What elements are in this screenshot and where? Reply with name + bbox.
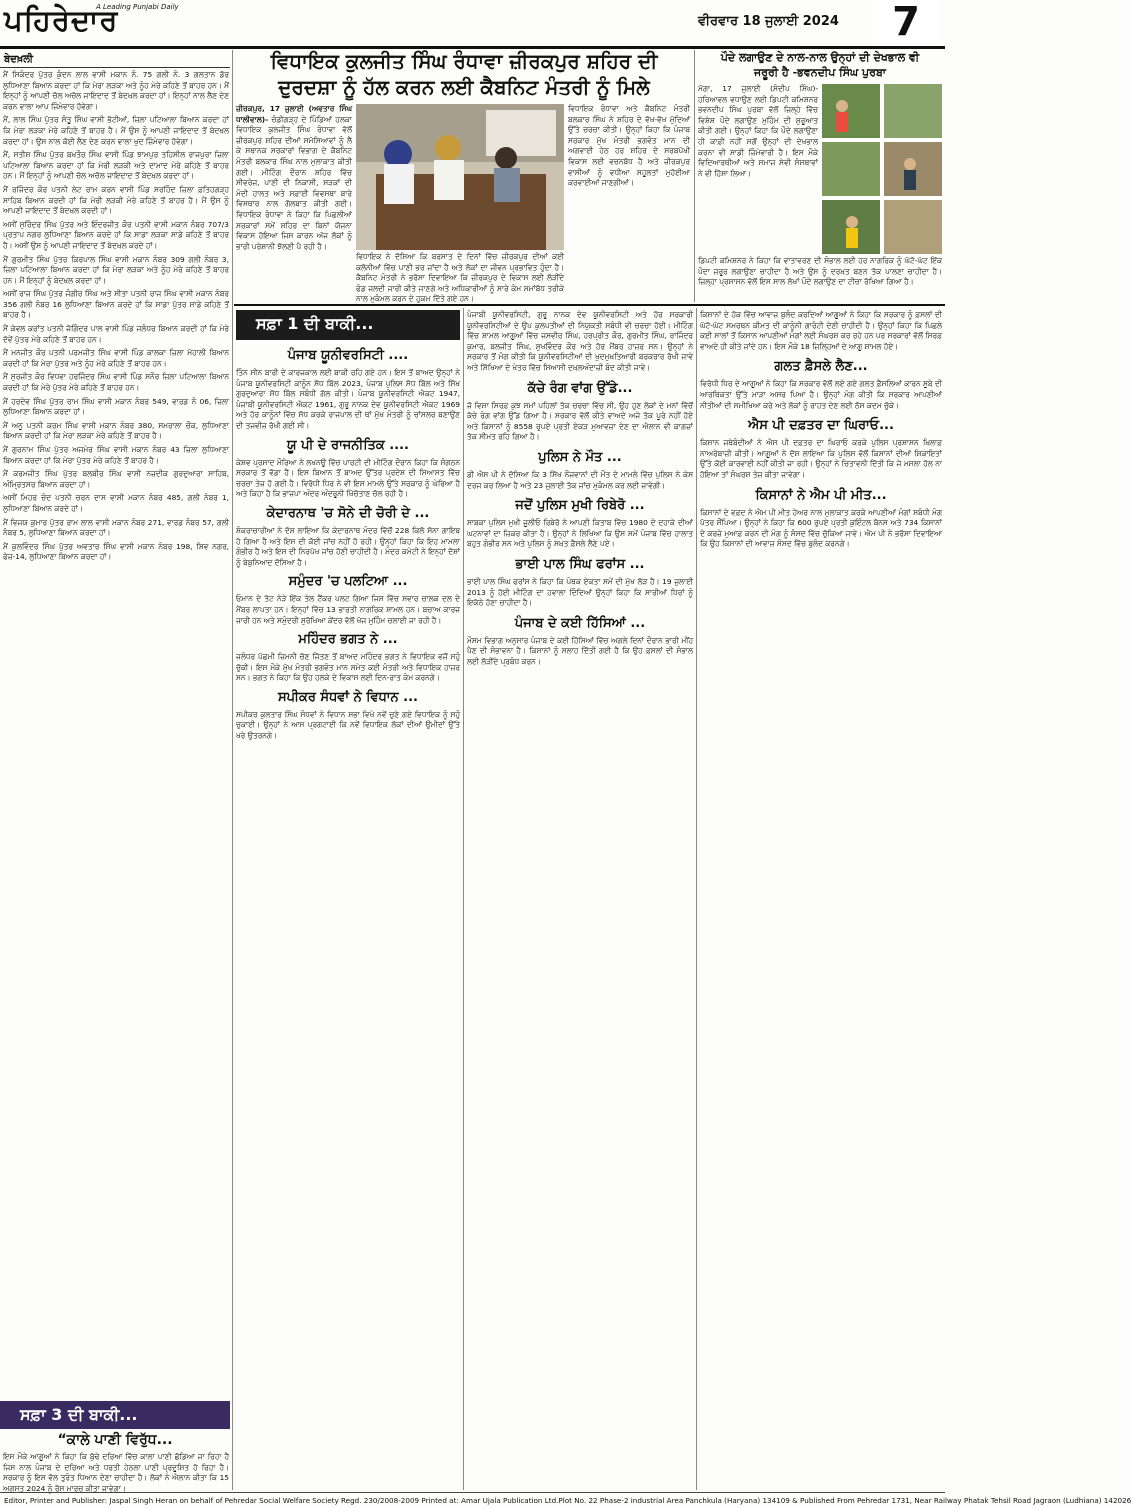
news-text: ਸਾਬਕਾ ਪੁਲਿਸ ਮੁਖੀ ਜੂਲੀਓ ਰਿਬੇਰੋ ਨੇ ਆਪਣੀ ਕਿਤਾਬ ਵਿੱਚ 1980 ਦੇ ਦਹਾਕੇ ਦੀਆਂ ਘਟਨਾਵਾਂ ਦਾ ਜ਼ਿਕਰ ਕੀਤਾ ਹੈ। ਉਨ੍ਹਾਂ ਨੇ ਲਿਖਿਆ ਕਿ ਉਸ ਸਮੇਂ ਪੰਜਾਬ ਵਿੱਚ ਹਾਲਾਤ ਬਹੁਤ ਗੰਭੀਰ ਸਨ ਅਤੇ ਪੁਲਿਸ ਨੂੰ ਸਖ਼ਤ ਫ਼ੈਸਲੇ ਲੈਣੇ ਪਏ। xyxy=(467,518,693,549)
continued-heading-kale-pani: “ਕਾਲੇ ਪਾਣੀ ਵਿਰੁੱਧ... xyxy=(57,1432,173,1448)
eviction-notices-list xyxy=(3,70,229,1398)
news-text: ਜੋ ਵਿਸ਼ਾ ਸਿਰਫ਼ ਕੁਝ ਸਮਾਂ ਪਹਿਲਾਂ ਤੱਕ ਚਰਚਾ ਵਿੱਚ ਸੀ, ਉਹ ਹੁਣ ਲੋਕਾਂ ਦੇ ਮਨਾਂ ਵਿੱਚੋਂ ਕੱਚੇ ਰੰਗ ਵਾਂਗ ਉੱਡ ਗਿਆ ਹੈ। ਸਰਕਾਰ ਵੱਲੋਂ ਕੀਤੇ ਵਾਅਦੇ ਅਜੇ ਤੱਕ ਪੂਰੇ ਨਹੀਂ ਹੋਏ ਅਤੇ ਕਿਸਾਨਾਂ ਨੂੰ 8558 ਰੁਪਏ ਪ੍ਰਤੀ ਏਕੜ ਮੁਆਵਜ਼ਾ ਦੇਣ ਦਾ ਐਲਾਨ ਵੀ ਕਾਗਜ਼ਾਂ ਤੱਕ ਸੀਮਤ ਰਹਿ ਗਿਆ ਹੈ। xyxy=(467,400,693,442)
lead-headline: ਵਿਧਾਇਕ ਕੁਲਜੀਤ ਸਿੰਘ ਰੰਧਾਵਾ ਜ਼ੀਰਕਪੁਰ ਸ਼ਹਿਰ ਦੀ ਦੁਰਦਸ਼ਾ ਨੂੰ ਹੱਲ ਕਰਨ ਲਈ ਕੈਬਨਿਟ ਮੰਤਰੀ ਨੂੰ ਮਿਲੇ xyxy=(270,49,658,99)
eviction-notice: ਮੈਂ ਵਿਜਯ ਕੁਮਾਰ ਪੁੱਤਰ ਰਾਮ ਲਾਲ ਵਾਸੀ ਮਕਾਨ ਨੰਬਰ 271, ਵਾਰਡ ਨੰਬਰ 57, ਗਲੀ ਨੰਬਰ 5, ਲੁਧਿਆਣਾ ਬਿਆਨ ਕਰਦਾ ਹਾਂ। xyxy=(3,517,229,538)
column-divider xyxy=(232,50,233,1490)
news-text: ਡੀ ਐਸ ਪੀ ਨੇ ਦੱਸਿਆ ਕਿ 3 ਸਿੱਖ ਨੌਜਵਾਨਾਂ ਦੀ ਮੌਤ ਦੇ ਮਾਮਲੇ ਵਿੱਚ ਪੁਲਿਸ ਨੇ ਕੇਸ ਦਰਜ ਕਰ ਲਿਆ ਹੈ ਅਤੇ 23 ਜੁਲਾਈ ਤੱਕ ਜਾਂਚ ਮੁਕੰਮਲ ਕਰ ਲਈ ਜਾਵੇਗੀ। xyxy=(467,469,693,490)
eviction-notice: ਅਸੀਂ ਸੁਰਿੰਦਰ ਸਿੰਘ ਪੁੱਤਰ ਅਤੇ ਇੰਦਰਜੀਤ ਕੌਰ ਪਤਨੀ ਵਾਸੀ ਮਕਾਨ ਨੰਬਰ 707/3 ਪ੍ਰਤਾਪ ਨਗਰ ਲੁਧਿਆਣਾ ਬਿਆਨ ਕਰਦੇ ਹਾਂ ਕਿ ਸਾਡਾ ਲੜਕਾ ਸਾਡੇ ਕਹਿਣੇ ਤੋਂ ਬਾਹਰ ਹੈ। ਅਸੀਂ ਉਸ ਨੂੰ ਆਪਣੀ ਜਾਇਦਾਦ ਤੋਂ ਬੇਦਖ਼ਲ ਕਰਦੇ ਹਾਂ। xyxy=(3,219,229,250)
eviction-notice: ਮੈਂ ਰਜਿੰਦਰ ਕੌਰ ਪਤਨੀ ਲੇਟ ਰਾਮ ਕਰਨ ਵਾਸੀ ਪਿੰਡ ਸਰਹਿੰਦ ਜ਼ਿਲਾ ਫ਼ਤਿਹਗੜ੍ਹ ਸਾਹਿਬ ਬਿਆਨ ਕਰਦੀ ਹਾਂ ਕਿ ਮੇਰੀ ਲੜਕੀ ਮੇਰੇ ਕਹਿਣੇ ਤੋਂ ਬਾਹਰ ਹੈ। ਮੈਂ ਉਸ ਨੂੰ ਆਪਣੀ ਜਾਇਦਾਦ ਤੋਂ ਬੇਦਖ਼ਲ ਕਰਦੀ ਹਾਂ। xyxy=(3,184,229,216)
page1-continued-banner: ਸਫ਼ਾ 1 ਦੀ ਬਾਕੀ... xyxy=(236,310,460,340)
news-heading: ਗਲਤ ਫ਼ੈਸਲੇ ਲੈਣ... xyxy=(774,359,868,375)
continuation-heading: ਸਮੁੰਦਰ 'ਚ ਪਲਟਿਆ ... xyxy=(288,574,408,590)
news-heading: ਭਾਈ ਪਾਲ ਸਿੰਘ ਫਰਾਂਸ ... xyxy=(515,556,645,572)
eviction-notice: ਅਸੀਂ ਰਾਜ ਸਿੰਘ ਪੁੱਤਰ ਜੰਗੀਰ ਸਿੰਘ ਅਤੇ ਸੀਤਾ ਪਤਨੀ ਰਾਜ ਸਿੰਘ ਵਾਸੀ ਮਕਾਨ ਨੰਬਰ 356 ਗਲੀ ਨੰਬਰ 16 ਲੁਧਿਆਣਾ ਬਿਆਨ ਕਰਦੇ ਹਾਂ ਕਿ ਸਾਡਾ ਪੁੱਤਰ ਸਾਡੇ ਕਹਿਣੇ ਤੋਂ ਬਾਹਰ ਹੈ। xyxy=(3,289,229,320)
section-rule xyxy=(234,304,945,306)
news-heading: ਪੰਜਾਬ ਦੇ ਕਈ ਹਿੱਸਿਆਂ ... xyxy=(514,615,646,631)
eviction-notice: ਮੈਂ ਕੁਲਵਿੰਦਰ ਸਿੰਘ ਪੁੱਤਰ ਅਵਤਾਰ ਸਿੰਘ ਵਾਸੀ ਮਕਾਨ ਨੰਬਰ 198, ਸ਼ਿਵ ਨਗਰ, ਫੇਜ਼-14, ਲੁਧਿਆਣਾ ਬਿਆਨ ਕਰਦਾ ਹਾਂ। xyxy=(3,541,229,562)
eviction-notice: ਮੈਂ, ਸਤੀਸ਼ ਸਿੰਘ ਪੁੱਤਰ ਬਖਤੌਰ ਸਿੰਘ ਵਾਸੀ ਪਿੰਡ ਝਾਮਪੁਰ ਤਹਿਸੀਲ ਰਾਜਪੁਰਾ ਜ਼ਿਲਾ ਪਟਿਆਲਾ ਬਿਆਨ ਕਰਦਾ ਹਾਂ ਕਿ ਮੇਰੀ ਲੜਕੀ ਅਤੇ ਦਾਮਾਦ ਮੇਰੇ ਕਹਿਣੇ ਤੋਂ ਬਾਹਰ ਹਨ। ਮੈਂ ਇਨ੍ਹਾਂ ਨੂੰ ਆਪਣੀ ਚੱਲ ਅਚੱਲ ਜਾਇਦਾਦ ਤੋਂ ਬੇਦਖ਼ਲ ਕਰਦਾ ਹਾਂ। xyxy=(3,150,229,181)
section-title-bedakhli: ਬੇਦਖ਼ਲੀ xyxy=(0,54,230,68)
news-text: ਮੌਸਮ ਵਿਭਾਗ ਅਨੁਸਾਰ ਪੰਜਾਬ ਦੇ ਕਈ ਹਿੱਸਿਆਂ ਵਿੱਚ ਅਗਲੇ ਦਿਨਾਂ ਦੌਰਾਨ ਭਾਰੀ ਮੀਂਹ ਪੈਣ ਦੀ ਸੰਭਾਵਨਾ ਹੈ। ਕਿਸਾਨਾਂ ਨੂੰ ਸਲਾਹ ਦਿੱਤੀ ਗਈ ਹੈ ਕਿ ਉਹ ਫ਼ਸਲਾਂ ਦੀ ਸੰਭਾਲ ਲਈ ਲੋੜੀਂਦੇ ਪ੍ਰਬੰਧ ਕਰਨ। xyxy=(467,635,693,666)
news-text: ਕਿਸਾਨ ਜਥੇਬੰਦੀਆਂ ਨੇ ਐਸ ਪੀ ਦਫ਼ਤਰ ਦਾ ਘਿਰਾਓ ਕਰਕੇ ਪੁਲਿਸ ਪ੍ਰਸ਼ਾਸਨ ਖ਼ਿਲਾਫ਼ ਨਾਅਰੇਬਾਜ਼ੀ ਕੀਤੀ। ਆਗੂਆਂ ਨੇ ਦੋਸ਼ ਲਾਇਆ ਕਿ ਪੁਲਿਸ ਵੱਲੋਂ ਕਿਸਾਨਾਂ ਦੀਆਂ ਸ਼ਿਕਾਇਤਾਂ ਉੱਤੇ ਕੋਈ ਕਾਰਵਾਈ ਨਹੀਂ ਕੀਤੀ ਜਾ ਰਹੀ। ਉਨ੍ਹਾਂ ਨੇ ਚਿਤਾਵਨੀ ਦਿੱਤੀ ਕਿ ਜੇ ਮਸਲਾ ਹੱਲ ਨਾ ਹੋਇਆ ਤਾਂ ਸੰਘਰਸ਼ ਤੇਜ਼ ਕੀਤਾ ਜਾਵੇਗਾ। xyxy=(700,438,942,479)
page-number: 7 xyxy=(873,0,939,44)
lead-story-body-right: ਵਿਧਾਇਕ ਰੰਧਾਵਾ ਅਤੇ ਕੈਬਨਿਟ ਮੰਤਰੀ ਬਲਕਾਰ ਸਿੰਘ ਨੇ ਸ਼ਹਿਰ ਦੇ ਵੱਖ-ਵੱਖ ਮੁੱਦਿਆਂ ਉੱਤੇ ਚਰਚਾ ਕੀਤੀ। ਉਨ੍ਹਾਂ ਕਿਹਾ ਕਿ ਪੰਜਾਬ ਸਰਕਾਰ ਮੁੱਖ ਮੰਤਰੀ ਭਗਵੰਤ ਮਾਨ ਦੀ ਅਗਵਾਈ ਹੇਠ ਹਰ ਸ਼ਹਿਰ ਦੇ ਸਰਬਪੱਖੀ ਵਿਕਾਸ ਲਈ ਵਚਨਬੱਧ ਹੈ ਅਤੇ ਜ਼ੀਰਕਪੁਰ ਵਾਸੀਆਂ ਨੂੰ ਵਧੀਆ ਸਹੂਲਤਾਂ ਮੁਹੱਈਆ ਕਰਵਾਈਆਂ ਜਾਣਗੀਆਂ। xyxy=(568,104,690,188)
continuation-text: ਸਪੀਕਰ ਕੁਲਤਾਰ ਸਿੰਘ ਸੰਧਵਾਂ ਨੇ ਵਿਧਾਨ ਸਭਾ ਵਿਖੇ ਨਵੇਂ ਚੁਣੇ ਗਏ ਵਿਧਾਇਕ ਨੂੰ ਸਹੁੰ ਚੁਕਾਈ। ਉਨ੍ਹਾਂ ਨੇ ਆਸ ਪ੍ਰਗਟਾਈ ਕਿ ਨਵੇਂ ਵਿਧਾਇਕ ਲੋਕਾਂ ਦੀਆਂ ਉਮੀਦਾਂ ਉੱਤੇ ਖਰੇ ਉਤਰਨਗੇ। xyxy=(236,709,460,741)
continuation-heading: ਪੰਜਾਬ ਯੂਨੀਵਰਸਿਟੀ .... xyxy=(287,348,409,363)
masthead xyxy=(0,0,945,46)
lead-story-body-left: ਜ਼ੀਰਕਪੁਰ, 17 ਜੁਲਾਈ (ਅਵਤਾਰ ਸਿੰਘ ਧਾਲੀਵਾਲ)- ਚੰਡੀਗੜ੍ਹ ਦੇ ਪਿੰਡਿਆਂ ਹਲਕਾ ਵਿਧਾਇਕ ਕੁਲਜੀਤ ਸਿੰਘ ਰੰਧਾਵਾ ਵੱਲੋਂ ਜ਼ੀਰਕਪੁਰ ਸ਼ਹਿਰ ਦੀਆਂ ਸਮੱਸਿਆਵਾਂ ਨੂੰ ਲੈ ਕੇ ਸਥਾਨਕ ਸਰਕਾਰਾਂ ਵਿਭਾਗ ਦੇ ਕੈਬਨਿਟ ਮੰਤਰੀ ਬਲਕਾਰ ਸਿੰਘ ਨਾਲ ਮੁਲਾਕਾਤ ਕੀਤੀ ਗਈ। ਮੀਟਿੰਗ ਦੌਰਾਨ ਸ਼ਹਿਰ ਵਿੱਚ ਸੀਵਰੇਜ, ਪਾਣੀ ਦੀ ਨਿਕਾਸੀ, ਸੜਕਾਂ ਦੀ ਮੰਦੀ ਹਾਲਤ ਅਤੇ ਸਫ਼ਾਈ ਵਿਵਸਥਾ ਬਾਰੇ ਵਿਸਥਾਰ ਨਾਲ ਗੱਲਬਾਤ ਕੀਤੀ ਗਈ। ਵਿਧਾਇਕ ਰੰਧਾਵਾ ਨੇ ਕਿਹਾ ਕਿ ਪਿਛਲੀਆਂ ਸਰਕਾਰਾਂ ਸਮੇਂ ਸ਼ਹਿਰ ਦਾ ਬਿਨਾਂ ਯੋਜਨਾ ਵਿਕਾਸ ਹੋਇਆ ਜਿਸ ਕਾਰਨ ਅੱਜ ਲੋਕਾਂ ਨੂੰ ਭਾਰੀ ਪਰੇਸ਼ਾਨੀ ਝੱਲਣੀ ਪੈ ਰਹੀ ਹੈ। xyxy=(236,104,352,251)
eviction-notice: ਮੈਂ ਸਿਕੰਦਰ ਪੁੱਤਰ ਕੁੰਦਨ ਲਾਲ ਵਾਸੀ ਮਕਾਨ ਨੰ. 75 ਗਲੀ ਨੰ. 3 ਗਲਤਾਨ ਡੋਰ ਲੁਧਿਆਣਾ ਬਿਆਨ ਕਰਦਾ ਹਾਂ ਕਿ ਮੇਰਾ ਲੜਕਾ ਅਤੇ ਨੂੰਹ ਮੇਰੇ ਕਹਿਣੇ ਤੋਂ ਬਾਹਰ ਹਨ। ਮੈਂ ਇਨ੍ਹਾਂ ਨੂੰ ਆਪਣੀ ਚੱਲ ਅਚੱਲ ਜਾਇਦਾਦ ਤੋਂ ਬੇਦਖ਼ਲ ਕਰਦਾ ਹਾਂ। ਇਨ੍ਹਾਂ ਨਾਲ ਲੈਣ ਦੇਣ ਕਰਨ ਵਾਲਾ ਆਪ ਜ਼ਿੰਮੇਵਾਰ ਹੋਵੇਗਾ। xyxy=(3,70,229,111)
column-divider xyxy=(463,308,464,1490)
column-divider xyxy=(694,50,695,302)
eviction-notice: ਅਸੀਂ ਮਿਹਰ ਚੰਦ ਪਤਨੀ ਚਰਨ ਦਾਸ ਵਾਸੀ ਮਕਾਨ ਨੰਬਰ 485, ਗਲੀ ਨੰਬਰ 1, ਲੁਧਿਆਣਾ ਬਿਆਨ ਕਰਦੇ ਹਾਂ। xyxy=(3,493,229,513)
continuation-text: ਓਮਾਨ ਦੇ ਤੱਟ ਨੇੜੇ ਇੱਕ ਤੇਲ ਟੈਂਕਰ ਪਲਟ ਗਿਆ ਜਿਸ ਵਿੱਚ ਸਵਾਰ ਚਾਲਕ ਦਲ ਦੇ ਮੈਂਬਰ ਲਾਪਤਾ ਹਨ। ਇਨ੍ਹਾਂ ਵਿੱਚ 13 ਭਾਰਤੀ ਨਾਗਰਿਕ ਸ਼ਾਮਲ ਹਨ। ਬਚਾਅ ਕਾਰਜ ਜਾਰੀ ਹਨ ਅਤੇ ਸਮੁੰਦਰੀ ਸੁਰੱਖਿਆ ਕੇਂਦਰ ਵੱਲੋਂ ਖੋਜ ਮੁਹਿੰਮ ਚਲਾਈ ਜਾ ਰਹੀ ਹੈ। xyxy=(236,594,460,625)
news-text: ਭਾਈ ਪਾਲ ਸਿੰਘ ਫਰਾਂਸ ਨੇ ਕਿਹਾ ਕਿ ਪੰਥਕ ਏਕਤਾ ਸਮੇਂ ਦੀ ਮੁੱਖ ਲੋੜ ਹੈ। 19 ਜੁਲਾਈ 2013 ਨੂੰ ਹੋਈ ਮੀਟਿੰਗ ਦਾ ਹਵਾਲਾ ਦਿੰਦਿਆਂ ਉਨ੍ਹਾਂ ਕਿਹਾ ਕਿ ਸਾਰੀਆਂ ਧਿਰਾਂ ਨੂੰ ਇਕੱਠੇ ਹੋਣਾ ਚਾਹੀਦਾ ਹੈ। xyxy=(467,576,693,608)
page1-continuation-column xyxy=(236,342,460,1488)
meeting-photo xyxy=(356,104,564,250)
eviction-notice: ਮੈਂ, ਲਾਲ ਸਿੰਘ ਪੁੱਤਰ ਸੰਤੂ ਸਿੰਘ ਵਾਸੀ ਭੱਟੀਆਂ, ਜ਼ਿਲਾ ਪਟਿਆਲਾ ਬਿਆਨ ਕਰਦਾ ਹਾਂ ਕਿ ਮੇਰਾ ਲੜਕਾ ਮੇਰੇ ਕਹਿਣੇ ਤੋਂ ਬਾਹਰ ਹੈ। ਮੈਂ ਉਸ ਨੂੰ ਆਪਣੀ ਜਾਇਦਾਦ ਤੋਂ ਬੇਦਖ਼ਲ ਕਰਦਾ ਹਾਂ। ਉਸ ਨਾਲ ਕੋਈ ਲੈਣ ਦੇਣ ਕਰਨ ਵਾਲਾ ਖੁਦ ਜ਼ਿੰਮੇਵਾਰ ਹੋਵੇਗਾ। xyxy=(3,115,229,146)
newspaper-logo: ਪਹਿਰੇਦਾਰ xyxy=(4,3,119,37)
imprint-footer: Editor, Printer and Publisher: Jaspal Singh Heran on behalf of Pehredar Social Welfare Society Regd. 230/2008-2009 Printed at: Amar Ujala Publication Ltd.Plot No. 22 Phase-2 industrial Area Panchkula (Haryana) 134109 & Published From Pehredar 1731, Near Railway Phatak Tehsil Road Jagraon (Ludhiana) 142026 xyxy=(0,1492,945,1507)
news-text: ਵਿਰੋਧੀ ਧਿਰ ਦੇ ਆਗੂਆਂ ਨੇ ਕਿਹਾ ਕਿ ਸਰਕਾਰ ਵੱਲੋਂ ਲਏ ਗਏ ਗਲਤ ਫ਼ੈਸਲਿਆਂ ਕਾਰਨ ਸੂਬੇ ਦੀ ਆਰਥਿਕਤਾ ਉੱਤੇ ਮਾੜਾ ਅਸਰ ਪਿਆ ਹੈ। ਉਨ੍ਹਾਂ ਮੰਗ ਕੀਤੀ ਕਿ ਸਰਕਾਰ ਆਪਣੀਆਂ ਨੀਤੀਆਂ ਦੀ ਸਮੀਖਿਆ ਕਰੇ ਅਤੇ ਲੋਕਾਂ ਨੂੰ ਰਾਹਤ ਦੇਣ ਲਈ ਠੋਸ ਕਦਮ ਚੁੱਕੇ। xyxy=(700,379,942,410)
tagline: A Leading Punjabi Daily xyxy=(96,3,179,11)
continuation-text: ਜਲੰਧਰ ਪੱਛਮੀ ਜ਼ਿਮਨੀ ਚੋਣ ਜਿੱਤਣ ਤੋਂ ਬਾਅਦ ਮਹਿੰਦਰ ਭਗਤ ਨੇ ਵਿਧਾਇਕ ਵਜੋਂ ਸਹੁੰ ਚੁੱਕੀ। ਇਸ ਮੌਕੇ ਮੁੱਖ ਮੰਤਰੀ ਭਗਵੰਤ ਮਾਨ ਸਮੇਤ ਕਈ ਮੰਤਰੀ ਅਤੇ ਵਿਧਾਇਕ ਹਾਜ਼ਰ ਸਨ। ਭਗਤ ਨੇ ਕਿਹਾ ਕਿ ਉਹ ਹਲਕੇ ਦੇ ਵਿਕਾਸ ਲਈ ਦਿਨ-ਰਾਤ ਕੰਮ ਕਰਨਗੇ। xyxy=(236,652,460,683)
news-heading: ਪੁਲਿਸ ਨੇ ਮੌਤ ... xyxy=(538,449,622,465)
continuation-heading: ਮਹਿੰਦਰ ਭਗਤ ਨੇ ... xyxy=(298,632,398,648)
tree-plantation-photos xyxy=(822,84,942,254)
eviction-notice: ਮੈਂ ਕੇਵਲ ਕਰਾਂਤ ਪਤਨੀ ਜੋਗਿੰਦਰ ਪਾਲ ਵਾਸੀ ਪਿੰਡ ਜਲੰਧਰ ਬਿਆਨ ਕਰਦੀ ਹਾਂ ਕਿ ਮੇਰੇ ਦੋਵੇਂ ਪੁੱਤਰ ਮੇਰੇ ਕਹਿਣੇ ਤੋਂ ਬਾਹਰ ਹਨ। xyxy=(3,324,229,344)
continuation-text: ਸ਼ੰਕਰਾਚਾਰੀਆ ਨੇ ਦੋਸ਼ ਲਾਇਆ ਕਿ ਕੇਦਾਰਨਾਥ ਮੰਦਰ ਵਿੱਚੋਂ 228 ਕਿਲੋ ਸੋਨਾ ਗਾਇਬ ਹੋ ਗਿਆ ਹੈ ਅਤੇ ਇਸ ਦੀ ਕੋਈ ਜਾਂਚ ਨਹੀਂ ਹੋ ਰਹੀ। ਉਨ੍ਹਾਂ ਕਿਹਾ ਕਿ ਇਹ ਮਾਮਲਾ ਗੰਭੀਰ ਹੈ ਅਤੇ ਇਸ ਦੀ ਨਿਰਪੱਖ ਜਾਂਚ ਹੋਣੀ ਚਾਹੀਦੀ ਹੈ। ਮੰਦਰ ਕਮੇਟੀ ਨੇ ਇਨ੍ਹਾਂ ਦੋਸ਼ਾਂ ਨੂੰ ਬੇਬੁਨਿਆਦ ਦੱਸਿਆ ਹੈ। xyxy=(236,525,460,567)
side-story-body: ਮੋਗਾ, 17 ਜੁਲਾਈ (ਸੰਦੀਪ ਸਿੰਘ)- ਹਰਿਆਵਲ ਵਧਾਉਣ ਲਈ ਡਿਪਟੀ ਕਮਿਸ਼ਨਰ ਭਵਨਦੀਪ ਸਿੰਘ ਪੁਰਬਾ ਵੱਲੋਂ ਜ਼ਿਲ੍ਹੇ ਵਿੱਚ ਵਿਸ਼ੇਸ਼ ਪੌਦੇ ਲਗਾਉਣ ਮੁਹਿੰਮ ਦੀ ਸ਼ੁਰੂਆਤ ਕੀਤੀ ਗਈ। ਉਨ੍ਹਾਂ ਕਿਹਾ ਕਿ ਪੌਦੇ ਲਗਾਉਣਾ ਹੀ ਕਾਫ਼ੀ ਨਹੀਂ ਸਗੋਂ ਉਨ੍ਹਾਂ ਦੀ ਦੇਖਭਾਲ ਕਰਨਾ ਵੀ ਸਾਡੀ ਜ਼ਿੰਮੇਵਾਰੀ ਹੈ। ਇਸ ਮੌਕੇ ਵਿਦਿਆਰਥੀਆਂ ਅਤੇ ਸਮਾਜ ਸੇਵੀ ਸੰਸਥਾਵਾਂ ਨੇ ਵੀ ਹਿੱਸਾ ਲਿਆ। xyxy=(698,84,818,178)
continuation-heading: ਯੂ ਪੀ ਦੇ ਰਾਜਨੀਤਿਕ .... xyxy=(287,437,409,453)
continuation-text: ਕੇਸ਼ਵ ਪ੍ਰਸਾਦ ਮੌਰਿਆ ਨੇ ਲਖਨਊ ਵਿੱਚ ਪਾਰਟੀ ਦੀ ਮੀਟਿੰਗ ਦੌਰਾਨ ਕਿਹਾ ਕਿ ਸੰਗਠਨ ਸਰਕਾਰ ਤੋਂ ਵੱਡਾ ਹੈ। ਇਸ ਬਿਆਨ ਤੋਂ ਬਾਅਦ ਉੱਤਰ ਪ੍ਰਦੇਸ਼ ਦੀ ਸਿਆਸਤ ਵਿੱਚ ਚਰਚਾ ਤੇਜ਼ ਹੋ ਗਈ ਹੈ। ਵਿਰੋਧੀ ਧਿਰ ਨੇ ਵੀ ਇਸ ਮਾਮਲੇ ਉੱਤੇ ਸਰਕਾਰ ਨੂੰ ਘੇਰਿਆ ਹੈ ਅਤੇ ਕਿਹਾ ਹੈ ਕਿ ਭਾਜਪਾ ਅੰਦਰ ਅੰਦਰੂਨੀ ਖਿੱਚੋਤਾਣ ਚੱਲ ਰਹੀ ਹੈ। xyxy=(236,457,460,499)
middle-intro-text: ਪੰਜਾਬੀ ਯੂਨੀਵਰਸਿਟੀ, ਗੁਰੂ ਨਾਨਕ ਦੇਵ ਯੂਨੀਵਰਸਿਟੀ ਅਤੇ ਹੋਰ ਸਰਕਾਰੀ ਯੂਨੀਵਰਸਿਟੀਆਂ ਦੇ ਉਪ ਕੁਲਪਤੀਆਂ ਦੀ ਨਿਯੁਕਤੀ ਸਬੰਧੀ ਵੀ ਚਰਚਾ ਹੋਈ। ਮੀਟਿੰਗ ਵਿੱਚ ਸ਼ਾਮਲ ਆਗੂਆਂ ਵਿੱਚ ਜਸਵੀਰ ਸਿੰਘ, ਹਰਪ੍ਰੀਤ ਕੌਰ, ਗੁਰਮੀਤ ਸਿੰਘ, ਰਾਜਿੰਦਰ ਕੁਮਾਰ, ਬਲਜੀਤ ਸਿੰਘ, ਸੁਖਵਿੰਦਰ ਕੌਰ ਅਤੇ ਹੋਰ ਮੈਂਬਰ ਹਾਜ਼ਰ ਸਨ। ਉਨ੍ਹਾਂ ਨੇ ਸਰਕਾਰ ਤੋਂ ਮੰਗ ਕੀਤੀ ਕਿ ਯੂਨੀਵਰਸਿਟੀਆਂ ਦੀ ਖੁਦਮੁਖ਼ਤਿਆਰੀ ਬਰਕਰਾਰ ਰੱਖੀ ਜਾਵੇ ਅਤੇ ਸਿੱਖਿਆ ਦੇ ਖੇਤਰ ਵਿੱਚ ਸਿਆਸੀ ਦਖ਼ਲਅੰਦਾਜ਼ੀ ਬੰਦ ਕੀਤੀ ਜਾਵੇ। xyxy=(467,310,693,372)
eviction-notice: ਮੈਂ ਮਨਜੀਤ ਕੌਰ ਪਤਨੀ ਪਰਮਜੀਤ ਸਿੰਘ ਵਾਸੀ ਪਿੰਡ ਕਾਲਕਾ ਜ਼ਿਲਾ ਮੋਹਾਲੀ ਬਿਆਨ ਕਰਦੀ ਹਾਂ ਕਿ ਮੇਰਾ ਪੁੱਤਰ ਅਤੇ ਨੂੰਹ ਮੇਰੇ ਕਹਿਣੇ ਤੋਂ ਬਾਹਰ ਹਨ। xyxy=(3,348,229,368)
middle-news-column xyxy=(467,310,693,1488)
continued-text-kale-pani: ਇਸ ਮੌਕੇ ਆਗੂਆਂ ਨੇ ਕਿਹਾ ਕਿ ਬੁੱਢੇ ਦਰਿਆ ਵਿੱਚ ਕਾਲਾ ਪਾਣੀ ਛੱਡਿਆ ਜਾ ਰਿਹਾ ਹੈ ਜਿਸ ਨਾਲ ਪੰਜਾਬ ਦੇ ਦਰਿਆ ਅਤੇ ਧਰਤੀ ਹੇਠਲਾ ਪਾਣੀ ਪ੍ਰਦੂਸ਼ਿਤ ਹੋ ਰਿਹਾ ਹੈ। ਸਰਕਾਰ ਨੂੰ ਇਸ ਵੱਲ ਤੁਰੰਤ ਧਿਆਨ ਦੇਣਾ ਚਾਹੀਦਾ ਹੈ। ਲੋਕਾਂ ਨੇ ਐਲਾਨ ਕੀਤਾ ਕਿ 15 ਅਗਸਤ 2024 ਨੂੰ ਰੋਸ ਮਾਰਚ ਕੀਤਾ ਜਾਵੇਗਾ। xyxy=(3,1452,229,1493)
eviction-notice: ਮੈਂ ਗੁਰਨਾਮ ਸਿੰਘ ਪੁੱਤਰ ਅਜਮੇਰ ਸਿੰਘ ਵਾਸੀ ਮਕਾਨ ਨੰਬਰ 43 ਜ਼ਿਲਾ ਲੁਧਿਆਣਾ ਬਿਆਨ ਕਰਦਾ ਹਾਂ ਕਿ ਮੇਰਾ ਪੁੱਤਰ ਮੇਰੇ ਕਹਿਣੇ ਤੋਂ ਬਾਹਰ ਹੈ। xyxy=(3,445,229,465)
eviction-notice: ਮੈਂ ਅਨੂ ਪਤਨੀ ਕਰਮ ਸਿੰਘ ਵਾਸੀ ਮਕਾਨ ਨੰਬਰ 380, ਸਮਰਾਲਾ ਚੌਕ, ਲੁਧਿਆਣਾ ਬਿਆਨ ਕਰਦੀ ਹਾਂ ਕਿ ਮੇਰਾ ਲੜਕਾ ਮੇਰੇ ਕਹਿਣੇ ਤੋਂ ਬਾਹਰ ਹੈ। xyxy=(3,420,229,441)
eviction-notice: ਮੈਂ ਗੁਰਮੀਤ ਸਿੰਘ ਪੁੱਤਰ ਕਿਰਪਾਲ ਸਿੰਘ ਵਾਸੀ ਮਕਾਨ ਨੰਬਰ 309 ਗਲੀ ਨੰਬਰ 3, ਜ਼ਿਲਾ ਪਟਿਆਲਾ ਬਿਆਨ ਕਰਦਾ ਹਾਂ ਕਿ ਮੇਰਾ ਲੜਕਾ ਅਤੇ ਨੂੰਹ ਮੇਰੇ ਕਹਿਣੇ ਤੋਂ ਬਾਹਰ ਹਨ। ਮੈਂ ਇਨ੍ਹਾਂ ਨੂੰ ਬੇਦਖ਼ਲ ਕਰਦਾ ਹਾਂ। xyxy=(3,254,229,285)
right-news-column xyxy=(700,310,942,1488)
column-divider xyxy=(696,308,697,1490)
news-heading: ਜਦੋਂ ਪੁਲਿਸ ਮੁਖੀ ਰਿਬੇਰੋ ... xyxy=(515,498,645,514)
news-heading: ਐਸ ਪੀ ਦਫ਼ਤਰ ਦਾ ਘਿਰਾਓ... xyxy=(748,418,894,434)
issue-date: ਵੀਰਵਾਰ 18 ਜੁਲਾਈ 2024 xyxy=(698,14,839,29)
continuation-heading: ਸਪੀਕਰ ਸੰਧਵਾਂ ਨੇ ਵਿਧਾਨ ... xyxy=(278,689,418,705)
eviction-notice: ਮੈਂ ਹਰਦੇਵ ਸਿੰਘ ਪੁੱਤਰ ਰਾਮ ਸਿੰਘ ਵਾਸੀ ਮਕਾਨ ਨੰਬਰ 549, ਵਾਰਡ ਨੰ 06, ਜ਼ਿਲਾ ਲੁਧਿਆਣਾ ਬਿਆਨ ਕਰਦਾ ਹਾਂ। xyxy=(3,396,229,417)
side-story-headline: ਪੌਦੇ ਲਗਾਉਣ ਦੇ ਨਾਲ-ਨਾਲ ਉਨ੍ਹਾਂ ਦੀ ਦੇਖਭਾਲ ਵੀ ਜਰੂਰੀ ਹੈ -ਭਵਨਦੀਪ ਸਿੰਘ ਪੁਰਬਾ xyxy=(720,51,920,79)
continuation-heading: ਕੇਦਾਰਨਾਥ 'ਚ ਸੋਨੇ ਦੀ ਚੋਰੀ ਦੇ ... xyxy=(266,505,430,521)
news-text: ਕਿਸਾਨਾਂ ਦੇ ਵਫ਼ਦ ਨੇ ਐਮ ਪੀ ਮੀਤ ਹੇਅਰ ਨਾਲ ਮੁਲਾਕਾਤ ਕਰਕੇ ਆਪਣੀਆਂ ਮੰਗਾਂ ਸਬੰਧੀ ਮੰਗ ਪੱਤਰ ਸੌਂਪਿਆ। ਉਨ੍ਹਾਂ ਨੇ ਕਿਹਾ ਕਿ 600 ਰੁਪਏ ਪ੍ਰਤੀ ਕੁਇੰਟਲ ਬੋਨਸ ਅਤੇ 734 ਕਿਸਾਨਾਂ ਦੇ ਕਰਜ਼ੇ ਮੁਆਫ਼ ਕਰਨ ਦੀ ਮੰਗ ਨੂੰ ਸੰਸਦ ਵਿੱਚ ਚੁੱਕਿਆ ਜਾਵੇ। ਐਮ ਪੀ ਨੇ ਭਰੋਸਾ ਦਿਵਾਇਆ ਕਿ ਉਹ ਕਿਸਾਨਾਂ ਦੀ ਆਵਾਜ਼ ਸੰਸਦ ਵਿੱਚ ਬੁਲੰਦ ਕਰਨਗੇ। xyxy=(700,507,942,549)
news-heading: ਕੱਚੇ ਰੰਗ ਵਾਂਗ ਉੱਡੇ... xyxy=(527,380,633,396)
eviction-notice: ਮੈਂ ਸੁਰਜੀਤ ਕੌਰ ਵਿਧਵਾ ਹਰਜਿੰਦਰ ਸਿੰਘ ਵਾਸੀ ਪਿੰਡ ਸਨੌਰ ਜ਼ਿਲਾ ਪਟਿਆਲਾ ਬਿਆਨ ਕਰਦੀ ਹਾਂ ਕਿ ਮੇਰੇ ਪੁੱਤਰ ਮੇਰੇ ਕਹਿਣੇ ਤੋਂ ਬਾਹਰ ਹਨ। xyxy=(3,372,229,393)
right-intro-text: ਕਿਸਾਨਾਂ ਦੇ ਹੱਕ ਵਿੱਚ ਆਵਾਜ਼ ਬੁਲੰਦ ਕਰਦਿਆਂ ਆਗੂਆਂ ਨੇ ਕਿਹਾ ਕਿ ਸਰਕਾਰ ਨੂੰ ਫ਼ਸਲਾਂ ਦੀ ਘੱਟੋ-ਘੱਟ ਸਮਰਥਨ ਕੀਮਤ ਦੀ ਕਾਨੂੰਨੀ ਗਾਰੰਟੀ ਦੇਣੀ ਚਾਹੀਦੀ ਹੈ। ਉਨ੍ਹਾਂ ਕਿਹਾ ਕਿ ਪਿਛਲੇ ਕਈ ਸਾਲਾਂ ਤੋਂ ਕਿਸਾਨ ਆਪਣੀਆਂ ਮੰਗਾਂ ਲਈ ਸੰਘਰਸ਼ ਕਰ ਰਹੇ ਹਨ ਪਰ ਸਰਕਾਰਾਂ ਵੱਲੋਂ ਸਿਰਫ਼ ਵਾਅਦੇ ਹੀ ਕੀਤੇ ਜਾਂਦੇ ਹਨ। ਇਸ ਮੌਕੇ 18 ਜ਼ਿਲ੍ਹਿਆਂ ਦੇ ਆਗੂ ਸ਼ਾਮਲ ਹੋਏ। xyxy=(700,310,942,351)
continuation-text: ਤਿੰਨ ਸੀਨ ਬਾਰੀ ਦੇ ਕਾਰਜਕਾਲ ਲਈ ਬਾਕੀ ਰਹਿ ਗਏ ਹਨ। ਇਸ ਤੋਂ ਬਾਅਦ ਉਨ੍ਹਾਂ ਨੇ ਪੰਜਾਬ ਯੂਨੀਵਰਸਿਟੀ ਕਾਨੂੰਨ ਸੋਧ ਬਿੱਲ 2023, ਪੰਜਾਬ ਪੁਲਿਸ ਸੋਧ ਬਿੱਲ ਅਤੇ ਸਿੱਖ ਗੁਰਦੁਆਰਾ ਸੋਧ ਬਿੱਲ ਸਬੰਧੀ ਗੱਲ ਕੀਤੀ। ਪੰਜਾਬ ਯੂਨੀਵਰਸਿਟੀ ਐਕਟ 1947, ਪੰਜਾਬੀ ਯੂਨੀਵਰਸਿਟੀ ਐਕਟ 1961, ਗੁਰੂ ਨਾਨਕ ਦੇਵ ਯੂਨੀਵਰਸਿਟੀ ਐਕਟ 1969 ਅਤੇ ਹੋਰ ਕਾਨੂੰਨਾਂ ਵਿੱਚ ਸੋਧ ਕਰਕੇ ਰਾਜਪਾਲ ਦੀ ਥਾਂ ਮੁੱਖ ਮੰਤਰੀ ਨੂੰ ਚਾਂਸਲਰ ਬਣਾਉਣ ਦੀ ਤਜਵੀਜ਼ ਰੱਖੀ ਗਈ ਸੀ। xyxy=(236,368,460,430)
eviction-notice: ਮੈਂ ਕਰਮਜੀਤ ਸਿੰਘ ਪੁੱਤਰ ਬਲਬੀਰ ਸਿੰਘ ਵਾਸੀ ਨਜ਼ਦੀਕ ਗੁਰਦੁਆਰਾ ਸਾਹਿਬ, ਅੰਮ੍ਰਿਤਸਰ ਬਿਆਨ ਕਰਦਾ ਹਾਂ। xyxy=(3,469,229,489)
news-heading: ਕਿਸਾਨਾਂ ਨੇ ਐਮ ਪੀ ਮੀਤ... xyxy=(755,487,887,503)
page3-continued-banner: ਸਫ਼ਾ 3 ਦੀ ਬਾਕੀ... xyxy=(0,1401,230,1429)
side-story-body-bottom: ਡਿਪਟੀ ਕਮਿਸ਼ਨਰ ਨੇ ਕਿਹਾ ਕਿ ਵਾਤਾਵਰਣ ਦੀ ਸੰਭਾਲ ਲਈ ਹਰ ਨਾਗਰਿਕ ਨੂੰ ਘੱਟੋ-ਘੱਟ ਇੱਕ ਪੌਦਾ ਜ਼ਰੂਰ ਲਗਾਉਣਾ ਚਾਹੀਦਾ ਹੈ ਅਤੇ ਉਸ ਨੂੰ ਦਰਖ਼ਤ ਬਣਨ ਤੱਕ ਪਾਲਣਾ ਚਾਹੀਦਾ ਹੈ। ਜ਼ਿਲ੍ਹਾ ਪ੍ਰਸ਼ਾਸਨ ਵੱਲੋਂ ਇਸ ਸਾਲ ਲੱਖਾਂ ਪੌਦੇ ਲਗਾਉਣ ਦਾ ਟੀਚਾ ਰੱਖਿਆ ਗਿਆ ਹੈ। xyxy=(698,256,942,287)
lead-story-body-bottom: ਵਿਧਾਇਕ ਨੇ ਦੱਸਿਆ ਕਿ ਬਰਸਾਤ ਦੇ ਦਿਨਾਂ ਵਿੱਚ ਜ਼ੀਰਕਪੁਰ ਦੀਆਂ ਕਈ ਕਲੋਨੀਆਂ ਵਿੱਚ ਪਾਣੀ ਭਰ ਜਾਂਦਾ ਹੈ ਅਤੇ ਲੋਕਾਂ ਦਾ ਜੀਵਨ ਪ੍ਰਭਾਵਿਤ ਹੁੰਦਾ ਹੈ। ਕੈਬਨਿਟ ਮੰਤਰੀ ਨੇ ਭਰੋਸਾ ਦਿਵਾਇਆ ਕਿ ਜ਼ੀਰਕਪੁਰ ਦੇ ਵਿਕਾਸ ਲਈ ਲੋੜੀਂਦੇ ਫੰਡ ਜਲਦੀ ਜਾਰੀ ਕੀਤੇ ਜਾਣਗੇ ਅਤੇ ਅਧਿਕਾਰੀਆਂ ਨੂੰ ਸਾਰੇ ਕੰਮ ਸਮਾਂਬੱਧ ਤਰੀਕੇ ਨਾਲ ਮੁਕੰਮਲ ਕਰਨ ਦੇ ਹੁਕਮ ਦਿੱਤੇ ਗਏ ਹਨ। xyxy=(356,252,564,304)
